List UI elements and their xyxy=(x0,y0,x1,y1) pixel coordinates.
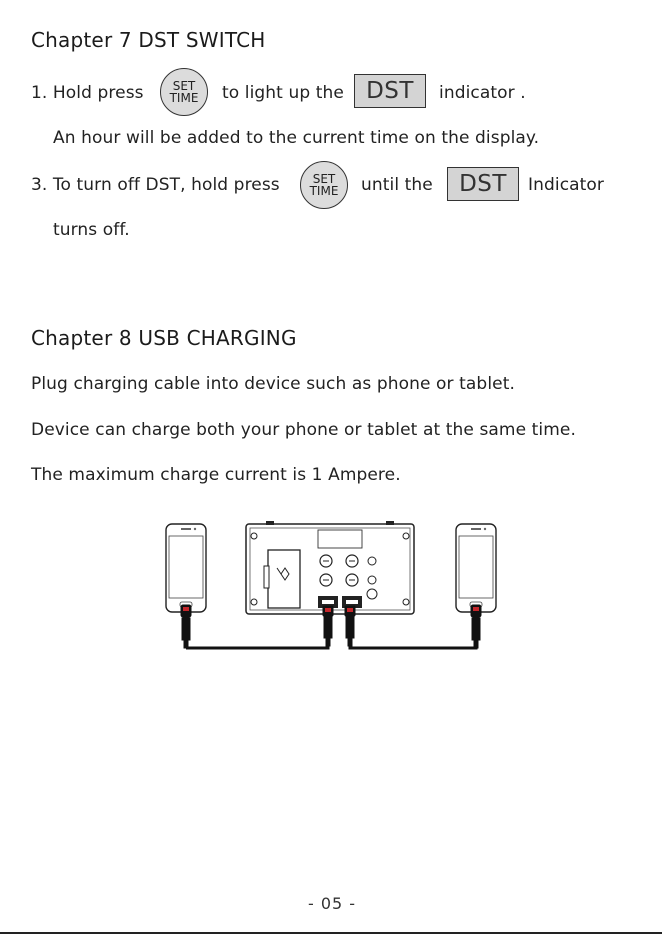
set-time-button-icon xyxy=(160,68,208,116)
step-1-note: An hour will be added to the current time on the display. xyxy=(53,128,540,148)
step-3-prefix: 3. To turn off DST, hold press xyxy=(31,175,280,195)
step-1-suffix: indicator . xyxy=(439,83,526,103)
dst-indicator: DST xyxy=(354,74,426,108)
step-1-middle: to light up the xyxy=(222,83,344,103)
usb-cable-icon xyxy=(181,605,481,648)
usb-line-3: The maximum charge current is 1 Ampere. xyxy=(31,465,401,485)
step-3-continuation: turns off. xyxy=(53,220,130,240)
chapter-8-title: Chapter 8 USB CHARGING xyxy=(31,326,297,350)
chapter-7-title: Chapter 7 DST SWITCH xyxy=(31,28,266,52)
usb-line-1: Plug charging cable into device such as phone or tablet. xyxy=(31,374,515,394)
step-3-middle: until the xyxy=(361,175,433,195)
set-label: SET xyxy=(312,172,336,186)
step-1-prefix: 1. Hold press xyxy=(31,83,144,103)
set-time-button-icon xyxy=(300,161,348,209)
dst-indicator: DST xyxy=(447,167,519,201)
usb-line-2: Device can charge both your phone or tablet at the same time. xyxy=(31,420,576,440)
usb-charging-illustration xyxy=(150,518,510,658)
right-phone-icon xyxy=(456,524,496,612)
set-label: SET xyxy=(172,79,196,93)
left-phone-icon xyxy=(166,524,206,612)
step-3-suffix: Indicator xyxy=(528,175,605,195)
bottom-rule xyxy=(0,932,662,934)
radio-back-panel-icon xyxy=(246,521,414,614)
time-label: TIME xyxy=(309,184,339,198)
time-label: TIME xyxy=(169,91,199,105)
page-number: - 05 - xyxy=(308,894,357,913)
